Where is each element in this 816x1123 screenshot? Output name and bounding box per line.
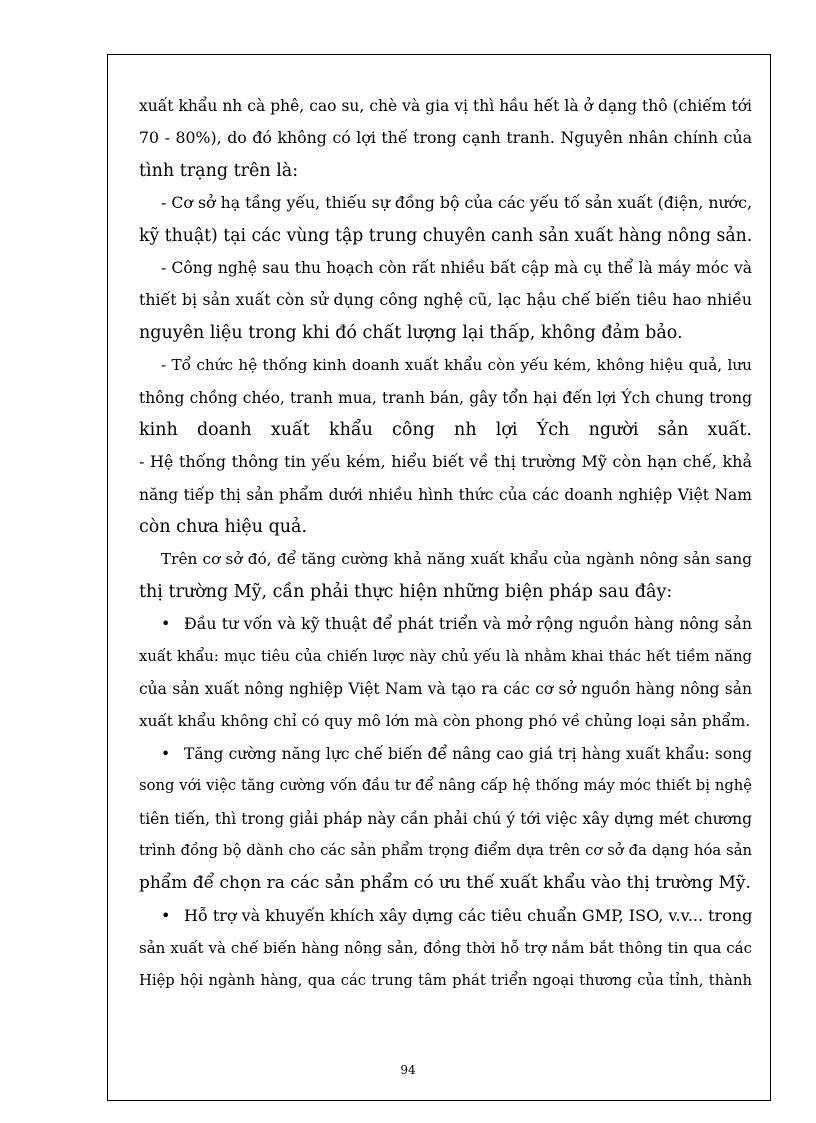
paragraph-line: tình trạng trên là: <box>139 160 299 181</box>
paragraph-line: Hiệp hội ngành hàng, qua các trung tâm phát triển ngoại thương của tỉnh, thành <box>139 971 752 989</box>
paragraph-line: phẩm để chọn ra các sản phẩm có ưu thế xuất khẩu vào thị trường Mỹ. <box>139 873 751 894</box>
paragraph-line: song với việc tăng cường vốn đầu tư để nâng cấp hệ thống máy móc thiết bị nghệ <box>139 777 752 795</box>
paragraph-line: xuất khẩu: mục tiêu của chiến lược này chủ yếu là nhằm khai thác hết tiềm năng <box>139 647 752 665</box>
paragraph-line: xuất khẩu không chỉ có quy mô lớn mà còn phong phó về chủng loại sản phẩm. <box>139 712 751 731</box>
paragraph-line: kinh doanh xuất khẩu công nh lợi Ých người sản xuất. <box>139 419 752 440</box>
document-body <box>139 90 752 997</box>
paragraph-line: - Tổ chức hệ thống kinh doanh xuất khẩu còn yếu kém, không hiệu quả, lưu <box>161 356 752 375</box>
paragraph-line: thông chồng chéo, tranh mua, tranh bán, gây tổn hại đến lợi Ých chung trong <box>139 388 752 407</box>
paragraph-line: thiết bị sản xuất còn sử dụng công nghệ cũ, lạc hậu chế biến tiêu hao nhiều <box>139 290 752 310</box>
paragraph-line: - Cơ sở hạ tầng yếu, thiếu sự đồng bộ của các yếu tố sản xuất (điện, nước, <box>161 193 752 213</box>
bullet-icon: • <box>161 614 171 634</box>
bullet-item <box>139 738 752 770</box>
bullet-item <box>139 900 752 932</box>
paragraph-line: 70 - 80%), do đó không có lợi thế trong cạnh tranh. Nguyên nhân chính của <box>139 128 752 148</box>
page-number: 94 <box>400 1063 416 1077</box>
bullet-icon: • <box>161 744 171 763</box>
bullet-text: Hỗ trợ và khuyến khích xây dựng các tiêu chuẩn GMP, ISO, v.v... trong <box>184 905 753 925</box>
paragraph-line: còn chưa hiệu quả. <box>139 517 308 538</box>
paragraph-line: - Hệ thống thông tin yếu kém, hiểu biết về thị trường Mỹ còn hạn chế, khả <box>139 452 752 472</box>
paragraph-line: xuất khẩu nh cà phê, cao su, chè và gia vị thì hầu hết là ở dạng thô (chiếm tới <box>139 97 752 115</box>
paragraph-line: kỹ thuật) tại các vùng tập trung chuyên canh sản xuất hàng nông sản. <box>139 225 753 246</box>
paragraph-line: tiên tiến, thì trong giải pháp này cần phải chú ý tới việc xây dựng mét chương <box>139 809 752 828</box>
bullet-text: Đầu tư vốn và kỹ thuật để phát triển và mở rộng nguồn hàng nông sản <box>184 614 752 634</box>
paragraph-line: thị trường Mỹ, cần phải thực hiện những biện pháp sau đây: <box>139 581 673 602</box>
paragraph-line: trình đồng bộ dành cho các sản phẩm trọng điểm dựa trên cơ sở đa dạng hóa sản <box>139 841 752 859</box>
bullet-icon: • <box>161 905 171 925</box>
paragraph-line: của sản xuất nông nghiệp Việt Nam và tạo ra các cơ sở nguồn hàng nông sản <box>139 680 752 699</box>
paragraph-line: - Công nghệ sau thu hoạch còn rất nhiều bất cập mà cụ thể là máy móc và <box>161 258 752 277</box>
paragraph-line: Trên cơ sở đó, để tăng cường khả năng xuất khẩu của ngành nông sản sang <box>161 550 752 569</box>
paragraph-line: sản xuất và chế biến hàng nông sản, đồng thời hỗ trợ nắm bắt thông tin qua các <box>139 939 752 958</box>
bullet-item <box>139 608 752 640</box>
bullet-text: Tăng cường năng lực chế biến để nâng cao giá trị hàng xuất khẩu: song <box>184 744 752 763</box>
paragraph-line: nguyên liệu trong khi đó chất lượng lại thấp, không đảm bảo. <box>139 322 683 343</box>
paragraph-line: năng tiếp thị sản phẩm dưới nhiều hình thức của các doanh nghiệp Việt Nam <box>139 485 752 504</box>
